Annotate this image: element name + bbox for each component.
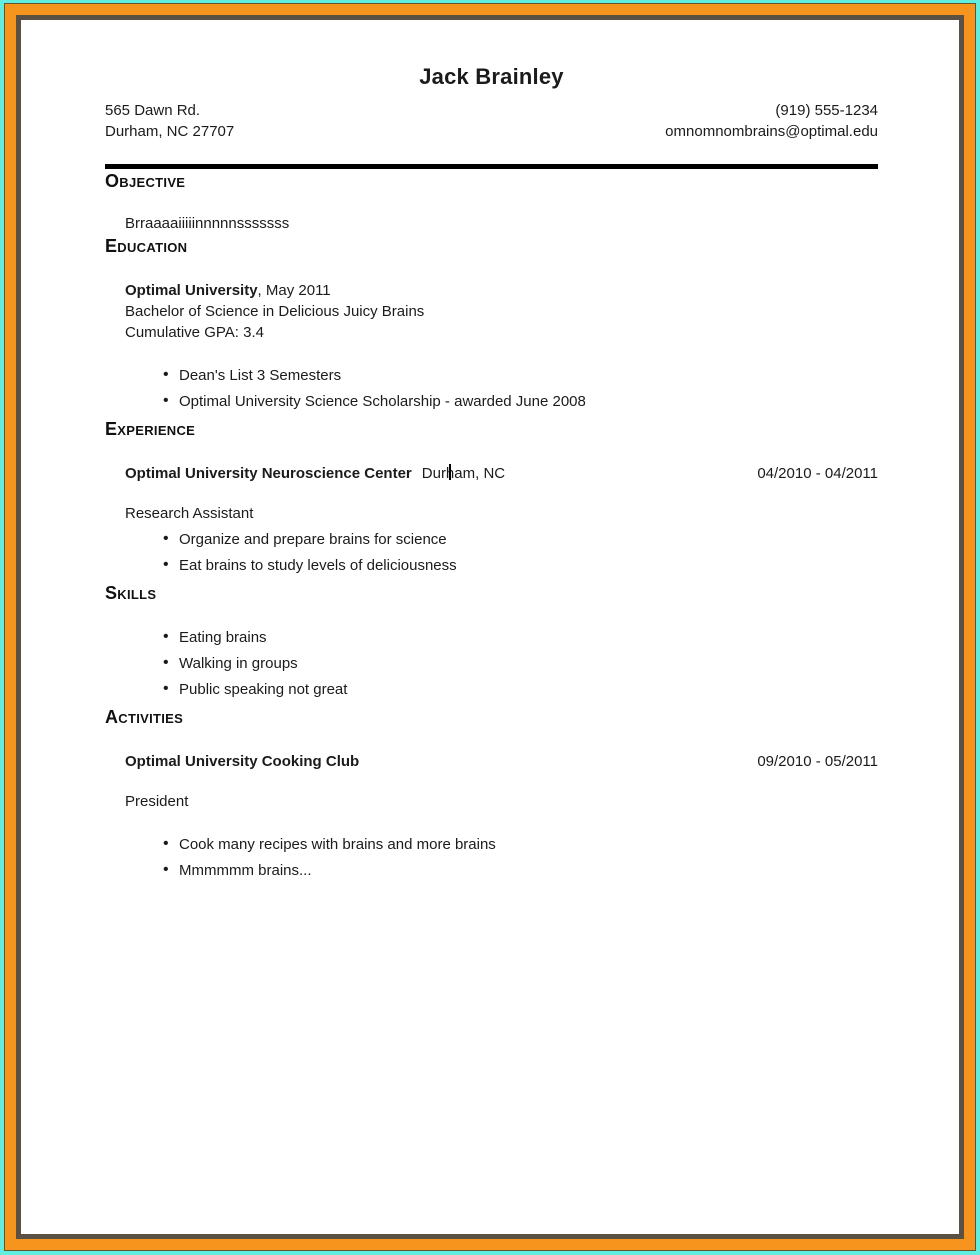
phone-number: (919) 555-1234 xyxy=(775,102,878,119)
decorative-border-frame xyxy=(4,3,976,1251)
employer-location-wrap[interactable] xyxy=(422,463,505,484)
list-item: • Eating brains xyxy=(163,627,878,648)
list-item: • Optimal University Science Scholarship - awarded June 2008 xyxy=(163,391,878,412)
address-line-2: Durham, NC 27707 xyxy=(105,123,235,140)
school-name: Optimal University xyxy=(125,282,258,299)
activity-entry-header xyxy=(125,751,878,772)
degree-line: Bachelor of Science in Delicious Juicy Brains xyxy=(125,303,425,320)
phone-email-block xyxy=(665,100,878,142)
experience-entry-header xyxy=(125,463,878,484)
list-item: • Walking in groups xyxy=(163,653,878,674)
section-heading-skills: Skills xyxy=(105,583,157,603)
objective-text: Brraaaaiiiiinnnnnsssssss xyxy=(125,215,290,232)
gpa-line: Cumulative GPA: 3.4 xyxy=(125,324,264,341)
experience-dates: 04/2010 - 04/2011 xyxy=(757,465,878,482)
list-item: • Public speaking not great xyxy=(163,679,878,700)
list-item: • Organize and prepare brains for science xyxy=(163,529,878,550)
education-entry xyxy=(125,280,878,343)
list-item: • Eat brains to study levels of deliciousness xyxy=(163,555,878,576)
graduation-date: , May 2011 xyxy=(257,282,331,299)
candidate-name: Jack Brainley xyxy=(419,64,564,89)
list-item: • Mmmmmm brains... xyxy=(163,860,878,881)
activity-dates: 09/2010 - 05/2011 xyxy=(757,753,878,770)
activities-bullet-list xyxy=(105,834,878,881)
email-address: omnomnombrains@optimal.edu xyxy=(665,123,878,140)
section-heading-experience: Experience xyxy=(105,419,196,439)
list-item: • Dean's List 3 Semesters xyxy=(163,365,878,386)
resume-document-page[interactable] xyxy=(16,15,964,1239)
experience-bullet-list xyxy=(105,529,878,576)
activity-role: President xyxy=(125,793,189,810)
section-heading-education: Education xyxy=(105,236,188,256)
education-bullet-list xyxy=(105,365,878,412)
contact-block xyxy=(105,100,878,142)
employer-location: Durham, NC xyxy=(421,465,506,482)
address-block xyxy=(105,100,234,142)
job-title: Research Assistant xyxy=(125,505,254,522)
employer-name: Optimal University Neuroscience Center xyxy=(125,465,412,482)
education-school-line xyxy=(125,280,878,301)
text-cursor xyxy=(449,464,451,480)
skills-bullet-list xyxy=(105,627,878,700)
section-heading-objective: Objective xyxy=(105,171,186,191)
section-heading-activities: Activities xyxy=(105,707,184,727)
list-item: • Cook many recipes with brains and more brains xyxy=(163,834,878,855)
organization-name: Optimal University Cooking Club xyxy=(125,753,360,770)
experience-title-group xyxy=(125,463,505,484)
address-line-1: 565 Dawn Rd. xyxy=(105,102,201,119)
